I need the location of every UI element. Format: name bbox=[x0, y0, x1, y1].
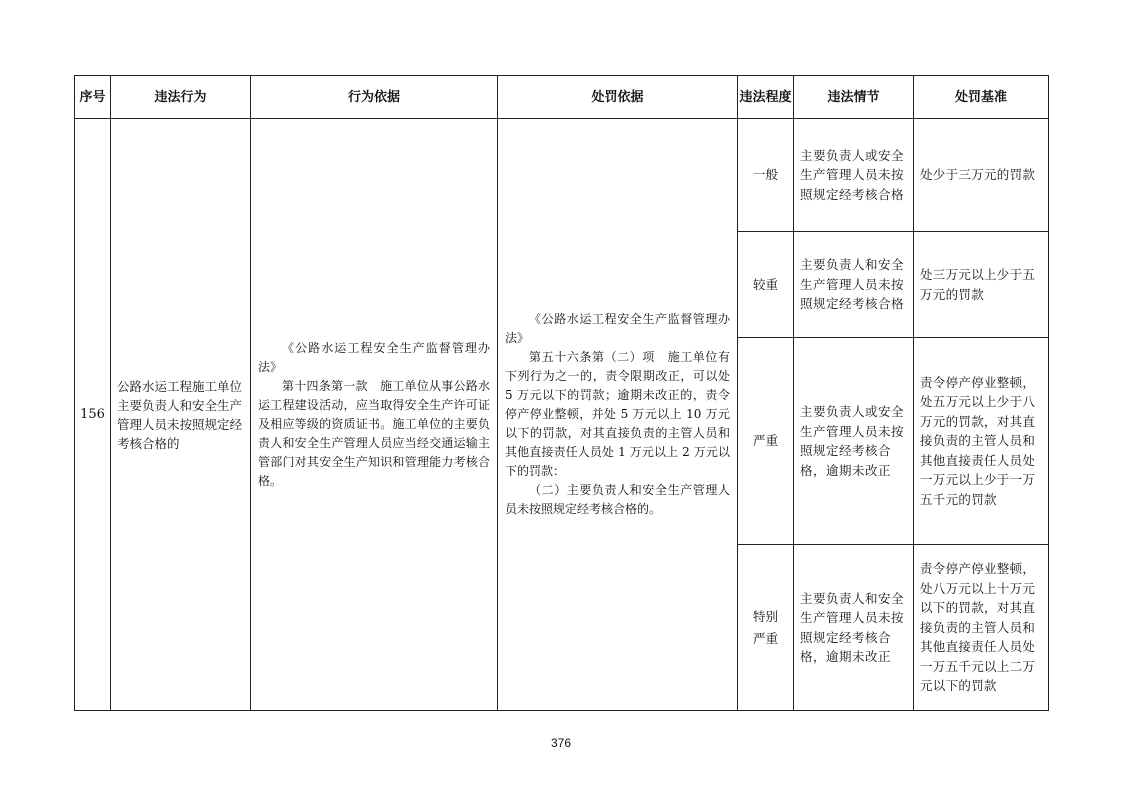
page-number: 376 bbox=[550, 736, 572, 750]
circumstance-cell: 主要负责人和安全生产管理人员未按照规定经考核合格 bbox=[794, 232, 914, 338]
header-degree: 违法程度 bbox=[738, 76, 794, 119]
penalty-basis-item: （二）主要负责人和安全生产管理人员未按照规定经考核合格的。 bbox=[505, 483, 730, 516]
penalty-basis-text: 第五十六条第（二）项 施工单位有下列行为之一的，责令限期改正，可以处 5 万元以下的罚款；逾期未改正的，责令停产停业整顿，并处 5 万元以上 10 万元以下的罚款，对其直接负责的主管人员和其他直接责任人员处 1 万元以上 2 万元以下的罚款： bbox=[505, 350, 730, 478]
circumstance-cell: 主要负责人或安全生产管理人员未按照规定经考核合格，逾期未改正 bbox=[794, 338, 914, 545]
header-circumstance: 违法情节 bbox=[794, 76, 914, 119]
legal-basis-text: 第十四条第一款 施工单位从事公路水运工程建设活动，应当取得安全生产许可证及相应等级的资质证书。施工单位的主要负责人和安全生产管理人员应当经交通运输主管部门对其安全生产知识和管理能力考核合格。 bbox=[258, 378, 490, 488]
penalty-basis bbox=[498, 119, 738, 711]
degree-text: 严重 bbox=[752, 433, 778, 448]
header-basis: 行为依据 bbox=[251, 76, 498, 119]
degree-cell bbox=[738, 338, 794, 545]
degree-cell: 较重 bbox=[738, 232, 794, 338]
legal-basis bbox=[251, 119, 498, 711]
standard-cell: 处少于三万元的罚款 bbox=[914, 119, 1049, 232]
header-act: 违法行为 bbox=[111, 76, 251, 119]
penalty-standard-table bbox=[74, 75, 1049, 711]
header-row bbox=[75, 76, 1049, 119]
header-penalty-basis: 处罚依据 bbox=[498, 76, 738, 119]
circumstance-cell: 主要负责人和安全生产管理人员未按照规定经考核合格，逾期未改正 bbox=[794, 545, 914, 711]
standard-cell: 责令停产停业整顿，处五万元以上少于八万元的罚款，对其直接负责的主管人员和其他直接责任人员处一万元以上少于一万五千元的罚款 bbox=[914, 338, 1049, 545]
header-no: 序号 bbox=[75, 76, 111, 119]
row-number: 156 bbox=[75, 119, 111, 711]
standard-cell: 处三万元以上少于五万元的罚款 bbox=[914, 232, 1049, 338]
degree-cell: 一般 bbox=[738, 119, 794, 232]
violation-act: 公路水运工程施工单位主要负责人和安全生产管理人员未按照规定经考核合格的 bbox=[111, 119, 251, 711]
legal-basis-title: 《公路水运工程安全生产监督管理办法》 bbox=[258, 340, 490, 374]
degree-cell bbox=[738, 545, 794, 711]
circumstance-cell: 主要负责人或安全生产管理人员未按照规定经考核合格 bbox=[794, 119, 914, 232]
standard-cell: 责令停产停业整顿，处八万元以上十万元以下的罚款，对其直接负责的主管人员和其他直接责任人员处一万五千元以上二万元以下的罚款 bbox=[914, 545, 1049, 711]
header-standard: 处罚基准 bbox=[914, 76, 1049, 119]
table-row bbox=[75, 119, 1049, 232]
penalty-basis-title: 《公路水运工程安全生产监督管理办法》 bbox=[505, 312, 730, 345]
degree-text: 特别严重 bbox=[752, 608, 778, 646]
